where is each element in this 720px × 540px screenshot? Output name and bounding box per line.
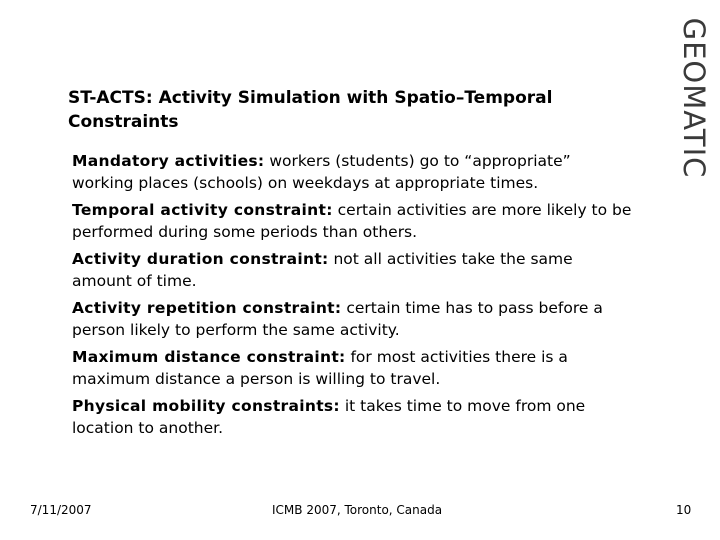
bullet-text: it takes time to move from one location to another. [72,397,586,437]
bullet-term: Physical mobility constraints: [72,397,340,415]
bullet-text: certain activities are more likely to be performed during some periods than others. [72,201,632,241]
footer-event: ICMB 2007, Toronto, Canada [272,503,443,517]
logo-text: GEOMATIC [677,17,711,179]
bullet-item [72,346,632,390]
bullet-text: not all activities take the same amount of time. [72,250,573,290]
slide-title: ST-ACTS: Activity Simulation with Spatio–Temporal Constraints [68,88,553,132]
bullet-item [72,395,632,439]
bullet-text: for most activities there is a maximum distance a person is willing to travel. [72,348,568,388]
bullet-term: Temporal activity constraint: [72,201,333,219]
bullet-item [72,150,632,194]
footer-date: 7/11/2007 [30,503,92,517]
bullet-text: workers (students) go to “appropriate” working places (schools) on weekdays at appropriate times. [72,152,571,192]
bullet-item [72,199,632,243]
bullet-text: certain time has to pass before a person likely to perform the same activity. [72,299,603,339]
bullet-term: Activity duration constraint: [72,250,329,268]
bullet-list [72,150,632,444]
page-number: 10 [676,503,692,517]
bullet-item [72,297,632,341]
geomatic-logo [677,12,711,184]
bullet-item [72,248,632,292]
bullet-term: Activity repetition constraint: [72,299,342,317]
bullet-term: Mandatory activities: [72,152,265,170]
bullet-term: Maximum distance constraint: [72,348,346,366]
